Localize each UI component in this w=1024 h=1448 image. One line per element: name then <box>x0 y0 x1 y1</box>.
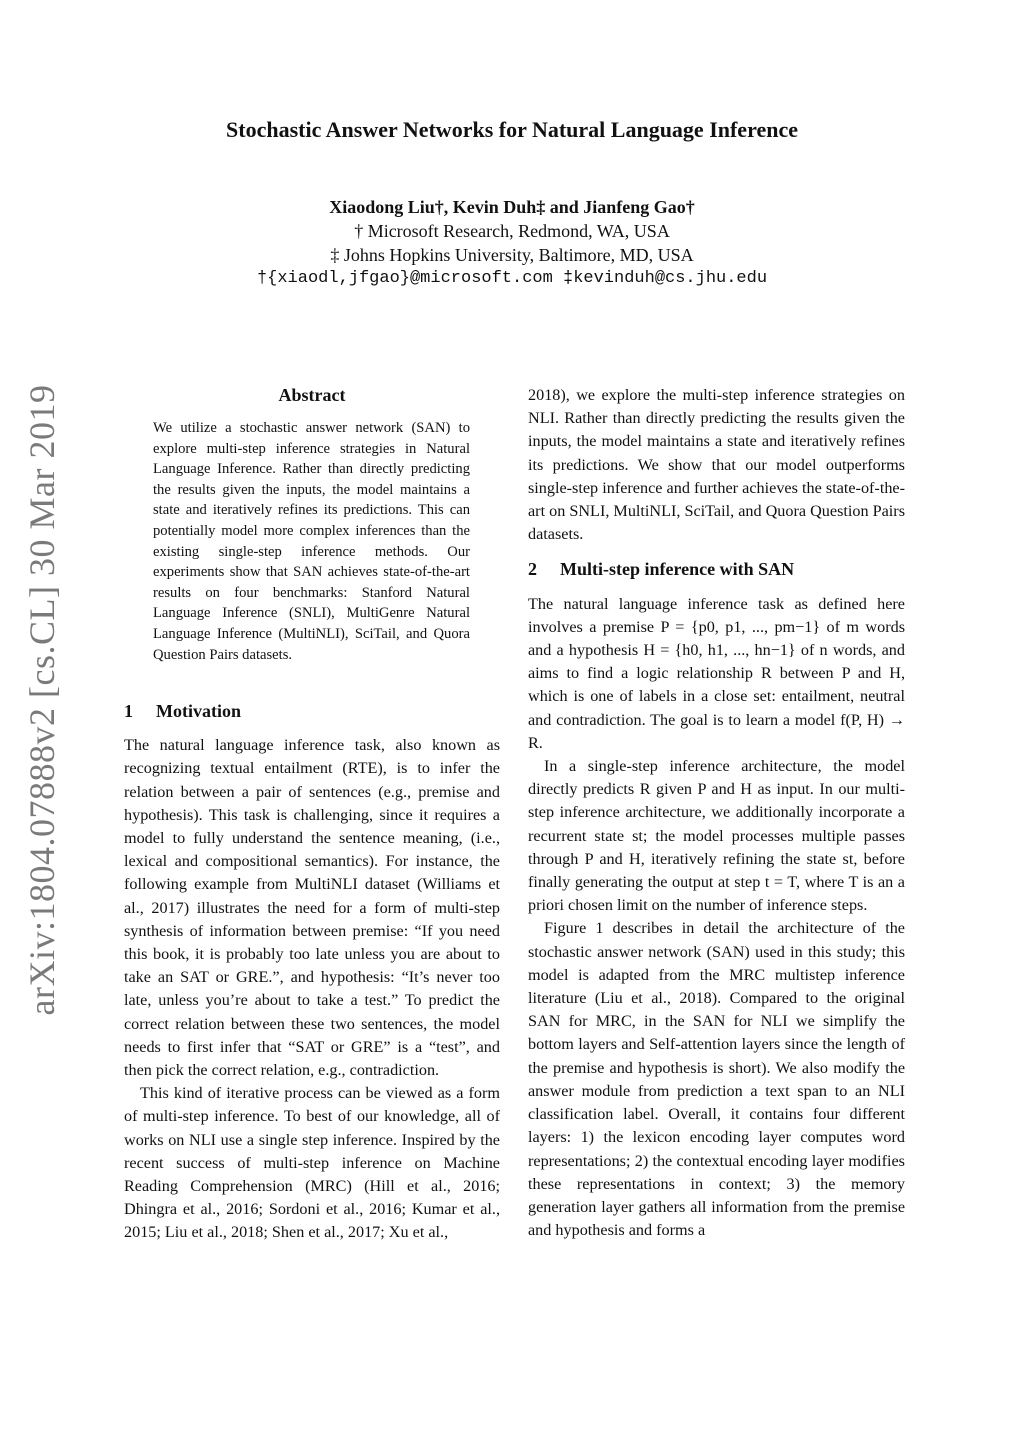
affiliation-jhu: ‡ Johns Hopkins University, Baltimore, MD, USA <box>330 245 694 265</box>
section-2-title: Multi-step inference with SAN <box>560 559 795 580</box>
author-emails: †{xiaodl,jfgao}@microsoft.com ‡kevinduh@cs.jhu.edu <box>256 269 768 288</box>
abstract-heading: Abstract <box>278 385 346 405</box>
abstract-text: We utilize a stochastic answer network (SAN) to explore multi-step inference strategies in Natural Language Inference. Rather than directly predicting the results given the inputs, the model maintains a state and iteratively refines its predictions. This can potentially model more complex inferences than the existing single-step inference methods. Our experiments show that SAN achieves state-of-the-art results on four benchmarks: Stanford Natural Language Inference (SNLI), MultiGenre Natural Language Inference (MultiNLI), SciTail, and Quora Question Pairs datasets. <box>153 420 470 663</box>
author-names: Xiaodong Liu†, Kevin Duh‡ and Jianfeng Gao† <box>329 197 695 217</box>
section-2-paragraph-2: In a single-step inference architecture, the model directly predicts R given P and H as input. In our multi-step inference architecture, we additionally incorporate a recurrent state st; the model processes multiple passes through P and H, iteratively refining the state st, before finally generating the output at step t = T, where T is an a priori chosen limit on the number of inference steps. <box>528 757 905 915</box>
section-2-paragraph-1: The natural language inference task as defined here involves a premise P = {p0, p1, ..., pm−1} of m words and a hypothesis H = {h0, h1, ..., hn−1} of n words, and aims to find a logic relationship R between P and H, which is one of labels in a close set: entailment, neutral and contradiction. The goal is to learn a model f(P, H) → R. <box>528 594 905 752</box>
right-column <box>528 384 905 1242</box>
section-2-paragraph-3: Figure 1 describes in detail the architecture of the stochastic answer network (SAN) used in this study; this model is adapted from the MRC multistep inference literature (Liu et al., 2018). Compared to the original SAN for MRC, in the SAN for NLI we simplify the bottom layers and Self-attention layers since the length of the premise and hypothesis is short). We also modify the answer module from prediction a text span to an NLI classification label. Overall, it contains four different layers: 1) the lexicon encoding layer computes word representations; 2) the contextual encoding layer modifies these representations in context; 3) the memory generation layer gathers all information from the premise and hypothesis and forms a <box>528 919 905 1240</box>
section-1-paragraph-2: This kind of iterative process can be viewed as a form of multi-step inference. To best of our knowledge, all of works on NLI use a single step inference. Inspired by the recent success of multi-step inference on Machine Reading Comprehension (MRC) (Hill et al., 2016; Dhingra et al., 2016; Sordoni et al., 2016; Kumar et al., 2015; Liu et al., 2018; Shen et al., 2017; Xu et al., <box>124 1084 500 1242</box>
section-1-continuation: 2018), we explore the multi-step inference strategies on NLI. Rather than directly predicting the results given the inputs, the model maintains a state and iteratively refines its predictions. We show that our model outperforms single-step inference and further achieves the state-of-the-art on SNLI, MultiNLI, SciTail, and Quora Question Pairs datasets. <box>528 386 905 544</box>
section-1-title: Motivation <box>156 701 241 721</box>
section-1-number: 1 <box>124 701 133 721</box>
section-1-paragraph-1: The natural language inference task, also known as recognizing textual entailment (RTE), is to infer the relation between a pair of sentences (e.g., premise and hypothesis). This task is challenging, since it requires a model to fully understand the sentence meaning, (i.e., lexical and compositional semantics). For instance, the following example from MultiNLI dataset (Williams et al., 2017) illustrates the need for a form of multi-step synthesis of information between premise: “If you need this book, it is probably too late unless you are about to take an SAT or GRE.”, and hypothesis: “It’s never too late, unless you’re about to take a test.” To predict the correct relation between these two sentences, the model needs to first infer that “SAT or GRE” is a “test”, and then pick the correct relation, e.g., contradiction. <box>124 736 500 1080</box>
left-column <box>124 700 500 1245</box>
author-block <box>0 195 1024 291</box>
arxiv-identifier-stamp: arXiv:1804.07888v2 [cs.CL] 30 Mar 2019 <box>22 384 62 1016</box>
affiliation-microsoft: † Microsoft Research, Redmond, WA, USA <box>354 221 670 241</box>
section-2-heading <box>528 558 905 581</box>
section-1-heading <box>124 700 500 723</box>
section-2-number: 2 <box>528 559 537 580</box>
paper-title: Stochastic Answer Networks for Natural Language Inference <box>226 117 798 142</box>
